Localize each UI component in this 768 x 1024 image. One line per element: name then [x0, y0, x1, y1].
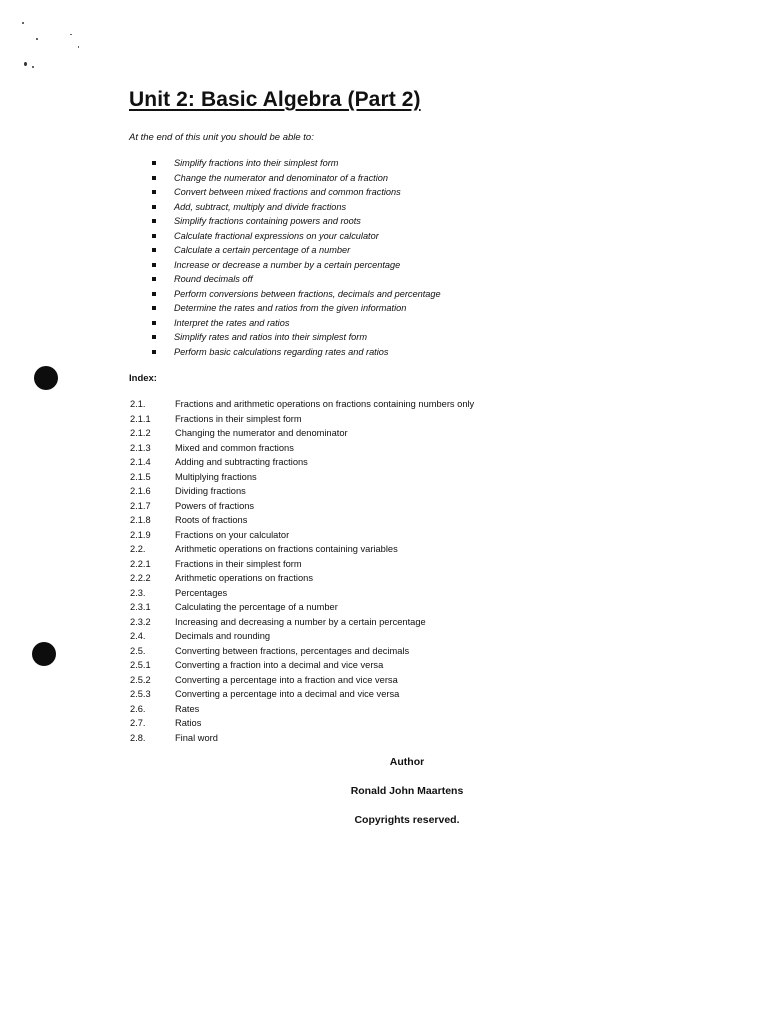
index-title: Converting between fractions, percentages and decimals: [175, 645, 410, 656]
index-title: Fractions in their simplest form: [175, 558, 302, 569]
objective-text: Change the numerator and denominator of a fraction: [174, 172, 388, 183]
index-number: 2.1.3: [130, 442, 151, 453]
index-number: 2.1.2: [130, 428, 151, 438]
bullet-icon: [152, 306, 156, 310]
scan-speck: [24, 62, 27, 66]
page-title: Unit 2: Basic Algebra (Part 2): [129, 88, 421, 111]
list-item: [150, 258, 441, 273]
author-name: Ronald John Maartens: [350, 785, 464, 797]
index-title: Percentages: [175, 587, 228, 598]
bullet-icon: [152, 277, 156, 281]
index-title: Converting a fraction into a decimal and vice versa: [175, 660, 384, 670]
bullet-icon: [152, 234, 156, 238]
bullet-icon: [152, 219, 156, 223]
bullet-icon: [152, 161, 156, 165]
list-item: [150, 345, 441, 360]
index-number: 2.1.1: [130, 413, 151, 424]
objective-text: Perform conversions between fractions, decimals and percentage: [174, 288, 441, 299]
index-number: 2.1.6: [130, 486, 151, 496]
index-title: Changing the numerator and denominator: [175, 428, 348, 438]
index-title: Arithmetic operations on fractions: [175, 573, 313, 583]
index-title: Multiplying fractions: [175, 471, 257, 482]
index-title: Roots of fractions: [175, 515, 248, 525]
list-item: [150, 229, 441, 244]
index-number: 2.1.4: [130, 457, 151, 467]
bullet-icon: [152, 176, 156, 180]
list-item: [150, 185, 441, 200]
index-number: 2.8.: [130, 732, 146, 743]
index-title: Arithmetic operations on fractions containing variables: [175, 544, 398, 554]
objective-text: Perform basic calculations regarding rates and ratios: [174, 346, 389, 357]
list-item: [150, 243, 441, 258]
index-title: Adding and subtracting fractions: [175, 457, 308, 467]
scan-speck: [78, 46, 79, 48]
objective-text: Convert between mixed fractions and common fractions: [174, 187, 401, 197]
index-number: 2.1.9: [130, 529, 151, 540]
scan-speck: [22, 22, 24, 24]
objective-text: Determine the rates and ratios from the given information: [174, 303, 407, 313]
punch-hole: [32, 642, 56, 666]
index-title: Final word: [175, 732, 218, 743]
bullet-icon: [152, 205, 156, 209]
list-item: [150, 156, 441, 171]
index-number: 2.1.7: [130, 500, 151, 511]
objective-text: Simplify fractions containing powers and roots: [174, 216, 361, 226]
bullet-icon: [152, 248, 156, 252]
bullet-icon: [152, 263, 156, 267]
objective-text: Simplify fractions into their simplest form: [174, 158, 339, 168]
index-title: Rates: [175, 703, 200, 714]
scan-speck: [32, 66, 34, 68]
index-number: 2.4.: [130, 631, 146, 641]
index-number: 2.1.5: [130, 471, 151, 482]
index-title: Ratios: [175, 718, 202, 728]
index-title: Fractions and arithmetic operations on fractions containing numbers only: [175, 399, 475, 409]
index-title: Calculating the percentage of a number: [175, 602, 338, 612]
index-number: 2.3.: [130, 587, 146, 598]
list-item: [150, 287, 441, 302]
bullet-icon: [152, 321, 156, 325]
index-title: Powers of fractions: [175, 500, 255, 511]
index-title: Dividing fractions: [175, 486, 246, 496]
index-title: Converting a percentage into a fraction and vice versa: [175, 674, 398, 685]
index-number: 2.6.: [130, 703, 146, 714]
index-number: 2.2.: [130, 544, 146, 554]
index-number: 2.5.1: [130, 660, 151, 670]
objective-text: Increase or decrease a number by a certain percentage: [174, 259, 401, 270]
list-item: [150, 316, 441, 331]
index-title: Fractions in their simplest form: [175, 413, 302, 424]
objective-text: Simplify rates and ratios into their simplest form: [174, 332, 368, 342]
objectives-list: [150, 156, 441, 359]
list-item: [150, 272, 441, 287]
index-heading: Index:: [129, 373, 157, 384]
index-title: Converting a percentage into a decimal and vice versa: [175, 689, 400, 699]
bullet-icon: [152, 190, 156, 194]
objective-text: Add, subtract, multiply and divide fractions: [174, 201, 347, 212]
index-title: Fractions on your calculator: [175, 529, 290, 540]
index-title: Increasing and decreasing a number by a certain percentage: [175, 616, 426, 627]
punch-hole: [34, 366, 58, 390]
index-number: 2.5.2: [130, 674, 151, 685]
list-item: [150, 171, 441, 186]
index-number: 2.3.1: [130, 602, 151, 612]
objective-text: Interpret the rates and ratios: [174, 317, 290, 328]
bullet-icon: [152, 335, 156, 339]
bullet-icon: [152, 292, 156, 296]
index-number: 2.1.8: [130, 515, 151, 525]
objective-text: Round decimals off: [174, 274, 253, 284]
author-label: Author: [389, 756, 425, 768]
index-number: 2.3.2: [130, 616, 151, 627]
index-title: Decimals and rounding: [175, 631, 271, 641]
index-number: 2.7.: [130, 718, 146, 728]
scan-speck: [36, 38, 38, 40]
index-number: 2.1.: [130, 399, 146, 409]
bullet-icon: [152, 350, 156, 354]
intro-text: At the end of this unit you should be able to:: [129, 132, 314, 143]
index-number: 2.2.2: [130, 573, 151, 583]
objective-text: Calculate fractional expressions on your calculator: [174, 230, 379, 241]
objective-text: Calculate a certain percentage of a number: [174, 245, 351, 255]
scan-speck: [70, 34, 72, 35]
list-item: [150, 301, 441, 316]
index-number: 2.2.1: [130, 558, 151, 569]
copyright-notice: Copyrights reserved.: [354, 814, 460, 826]
index-number: 2.5.: [130, 645, 146, 656]
list-item: [150, 214, 441, 229]
list-item: [150, 330, 441, 345]
list-item: [150, 200, 441, 215]
index-number: 2.5.3: [130, 689, 151, 699]
index-title: Mixed and common fractions: [175, 442, 294, 453]
